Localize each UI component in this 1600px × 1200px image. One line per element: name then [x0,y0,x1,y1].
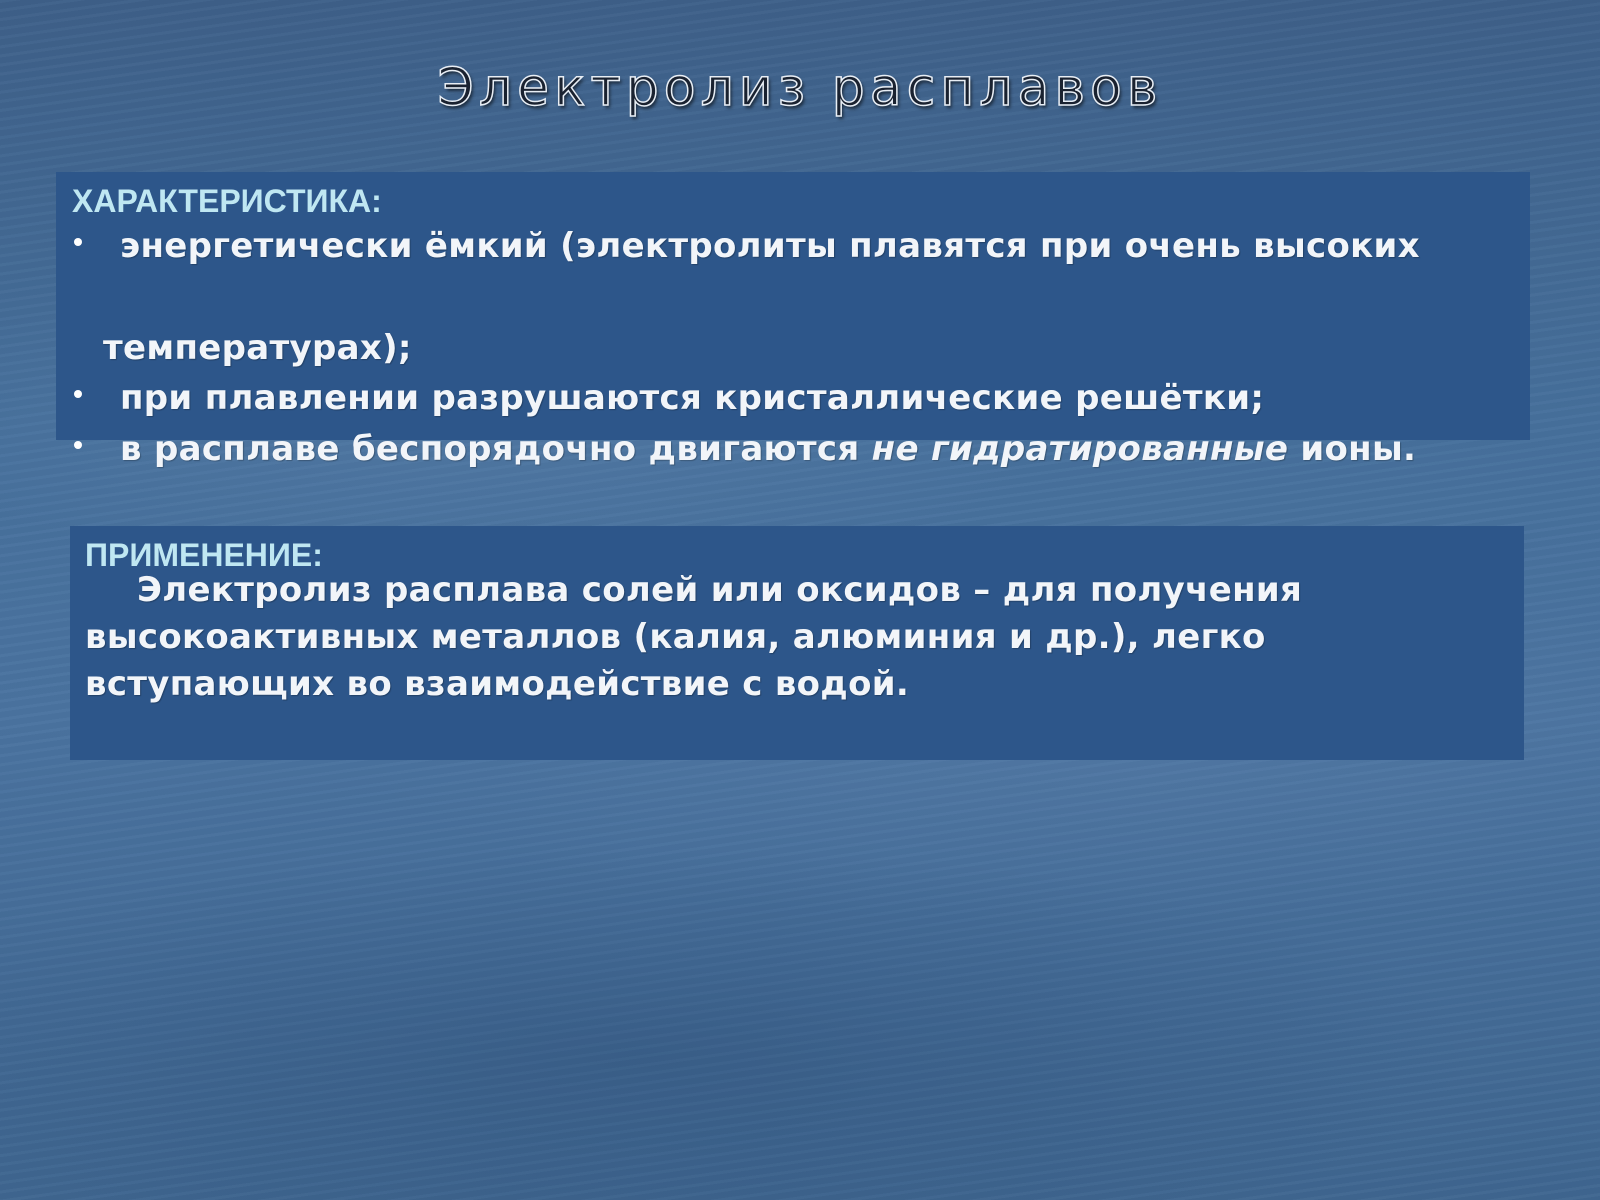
application-heading: ПРИМЕНЕНИЕ: [85,537,323,573]
bullet-icon [74,238,82,246]
bullet-icon [74,390,82,398]
bullet-text-energy: энергетически ёмкий (электролиты плавятся при очень высоких [120,226,1420,266]
characteristics-heading: ХАРАКТЕРИСТИКА: [72,183,382,219]
slide-title: Электролиз расплавов [437,58,1163,118]
application-text-line3: вступающих во взаимодействие с водой. [85,664,910,704]
application-text-line1: Электролиз расплава солей или оксидов – для получения [137,570,1303,610]
bullet-text-crystal: при плавлении разрушаются кристаллические решётки; [120,378,1265,418]
bullet-text-ions-suffix: ионы. [1288,429,1417,469]
bullet-icon [74,441,82,449]
application-text-line2: высокоактивных металлов (калия, алюминия и др.), легко [85,617,1266,657]
bullet-text-ions-prefix: в расплаве беспорядочно двигаются [120,429,872,469]
bullet-text-ions [120,429,1416,469]
bullet-text-energy-continued: температурах); [103,328,412,368]
bullet-text-ions-emphasis: не гидратированные [871,429,1289,469]
